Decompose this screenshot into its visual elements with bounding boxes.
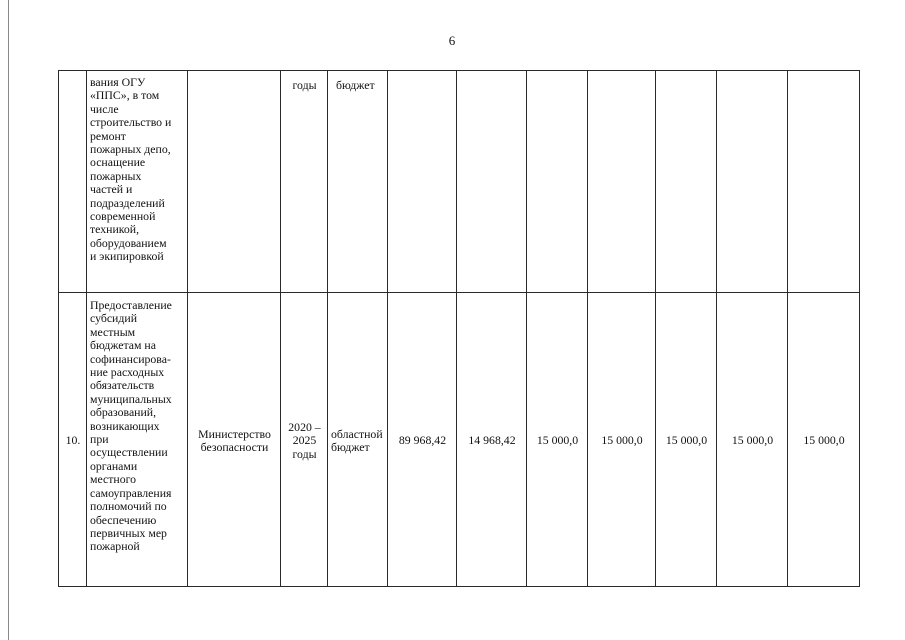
value-cell-year-6 <box>788 293 860 587</box>
value-cell-year-4 <box>656 71 717 293</box>
program-table <box>58 70 860 587</box>
measure-name-text: вания ОГУ «ППС», в том числе строительство и ремонт пожарных депо, оснащение пожарных частей и подразделений современной техникой, оборудованием и экипировкой <box>90 75 172 264</box>
executor-text: Министерство безопасности <box>198 426 271 454</box>
value-text: 14 968,42 <box>468 433 516 448</box>
executor-cell <box>188 71 281 293</box>
value-cell-total <box>388 71 457 293</box>
page-left-edge <box>8 0 9 640</box>
value-text: 15 000,0 <box>601 433 643 448</box>
value-cell-year-2 <box>527 71 588 293</box>
term-text: годы <box>292 78 317 92</box>
row-number-text: 10. <box>65 433 81 448</box>
value-cell-year-3 <box>588 71 656 293</box>
term-cell <box>281 71 328 293</box>
measure-name-cell <box>87 71 188 293</box>
measure-name-text: Предоставление субсидий местным бюджетам на софинансирова- ние расходных обязательств муниципальных образований, возникающих при осуществлении органами местного самоуправления полномочий по обеспечению первичных мер пожарной <box>90 298 172 554</box>
source-text: областной бюджет <box>331 426 383 454</box>
value-cell-total <box>388 293 457 587</box>
source-text: бюджет <box>336 78 375 92</box>
row-number-cell <box>59 293 87 587</box>
table-row-10 <box>59 293 860 587</box>
value-text: 89 968,42 <box>398 433 447 448</box>
value-text: 15 000,0 <box>803 433 845 448</box>
value-cell-year-5 <box>717 71 788 293</box>
value-text: 15 000,0 <box>536 433 579 448</box>
value-text: 15 000,0 <box>665 433 708 448</box>
row-number-cell <box>59 71 87 293</box>
page-number: 6 <box>448 33 456 48</box>
measure-name-cell <box>87 293 188 587</box>
value-cell-year-1 <box>457 71 527 293</box>
value-text: 15 000,0 <box>731 433 774 448</box>
value-cell-year-3 <box>588 293 656 587</box>
value-cell-year-4 <box>656 293 717 587</box>
executor-cell <box>188 293 281 587</box>
source-cell <box>328 293 388 587</box>
value-cell-year-2 <box>527 293 588 587</box>
source-cell <box>328 71 388 293</box>
term-cell <box>281 293 328 587</box>
value-cell-year-1 <box>457 293 527 587</box>
value-cell-year-6 <box>788 71 860 293</box>
term-text: 2020 – 2025 годы <box>288 419 321 461</box>
value-cell-year-5 <box>717 293 788 587</box>
table-row-continued <box>59 71 860 293</box>
